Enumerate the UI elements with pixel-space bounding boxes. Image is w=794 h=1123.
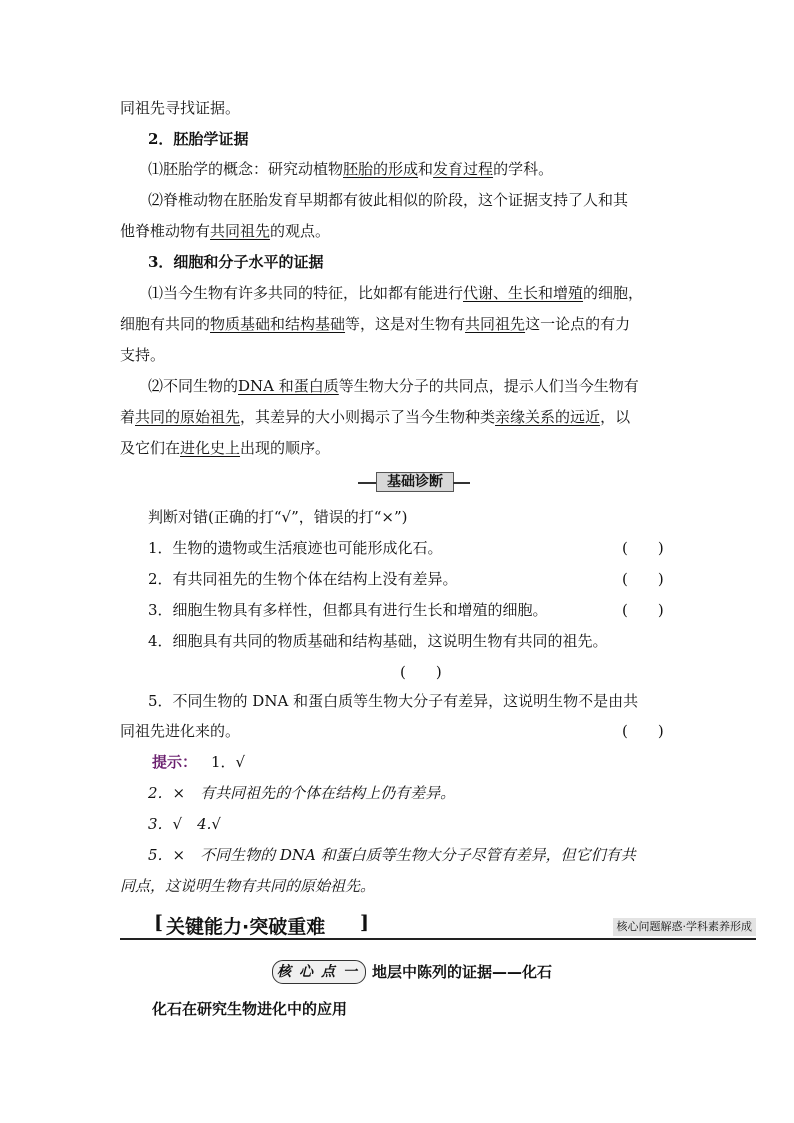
text: ⑴当今生物有许多共同的特征，比如都有能进行 (148, 284, 464, 302)
blank-answer: 物质基础和结构基础 (210, 315, 346, 333)
hint-label: 提示： (152, 753, 198, 771)
question-5-line-2: 同祖先进化来的。 (120, 722, 241, 740)
heading-embryology: 2．胚胎学证据 (148, 130, 249, 148)
hint-answer-3-4: 3．√ 4.√ (148, 815, 221, 833)
section-tag: 核心问题解惑·学科素养形成 (613, 918, 757, 936)
diagnosis-instruction: 判断对错(正确的打“√”，错误的打“×”) (148, 508, 408, 526)
text: 的学科。 (493, 160, 554, 178)
blank-answer: 共同祖先 (465, 315, 526, 333)
heading-cell-molecular: 3．细胞和分子水平的证据 (148, 253, 324, 271)
text: 等生物大分子的共同点，提示人们当今生物有 (338, 377, 639, 395)
question-4: 4．细胞具有共同的物质基础和结构基础，这说明生物有共同的祖先。 (148, 632, 608, 650)
text: 和 (418, 160, 434, 178)
blank-answer: 共同祖先 (210, 222, 271, 240)
bracket-open: [ (154, 912, 163, 934)
divider (358, 482, 376, 484)
blank-answer: 发育过程 (433, 160, 494, 178)
question-5-line-1: 5．不同生物的 DNA 和蛋白质等生物大分子有差异，这说明生物不是由共 (148, 692, 639, 710)
badge-char: 核 (277, 964, 291, 980)
hint-line-1 (152, 752, 245, 772)
text: ⑴胚胎学的概念：研究动植物 (148, 160, 344, 178)
answer-blank: ( ) (400, 663, 442, 681)
cell-item-1-line-3: 支持。 (120, 346, 166, 364)
text: ，其差异的大小则揭示了当今生物种类 (240, 408, 496, 426)
answer-blank: ( ) (622, 570, 664, 588)
hint-answer-5-line-2: 同点，这说明生物有共同的原始祖先。 (120, 877, 376, 895)
text: 这一论点的有力 (525, 315, 631, 333)
hint-answer-2: 2．× 有共同祖先的个体在结构上仍有差异。 (148, 784, 456, 802)
question-2: 2．有共同祖先的生物个体在结构上没有差异。 (148, 570, 458, 588)
subheading: 化石在研究生物进化中的应用 (152, 1000, 348, 1018)
answer-blank: ( ) (622, 539, 664, 557)
question-3: 3．细胞生物具有多样性，但都具有进行生长和增殖的细胞。 (148, 601, 548, 619)
text: 出现的顺序。 (240, 439, 331, 457)
diagnosis-banner (358, 472, 470, 492)
hint-answer-5-line-1: 5．× 不同生物的 DNA 和蛋白质等生物大分子尽管有差异，但它们有共 (148, 846, 636, 864)
text: 他脊椎动物有 (120, 222, 211, 240)
cell-item-1-line-2 (120, 314, 630, 334)
blank-answer: 代谢、生长和增殖 (463, 284, 584, 302)
section-header (120, 912, 756, 940)
text: ⑵不同生物的 (148, 377, 239, 395)
text: 的细胞， (583, 284, 644, 302)
embryo-item-1 (148, 159, 553, 179)
section-title: 关键能力·突破重难 (166, 916, 326, 938)
cell-item-1-line-1 (148, 283, 643, 303)
text: 着 (120, 408, 136, 426)
text: 的观点。 (270, 222, 331, 240)
core-point-badge (272, 960, 366, 984)
badge-char: 心 (299, 964, 313, 980)
blank-answer: 共同的原始祖先 (135, 408, 241, 426)
hint-answer: 1．√ (211, 753, 246, 771)
answer-blank: ( ) (622, 601, 664, 619)
text: 等，这是对生物有 (345, 315, 466, 333)
diagnosis-banner-label: 基础诊断 (376, 472, 454, 492)
blank-answer: DNA 和蛋白质 (238, 377, 339, 395)
text: 及它们在 (120, 439, 181, 457)
cell-item-2-line-3 (120, 438, 330, 458)
embryo-item-2-line-1: ⑵脊椎动物在胚胎发育早期都有彼此相似的阶段，这个证据支持了人和其 (148, 191, 629, 209)
badge-char: 点 (321, 964, 335, 980)
text: ，以 (600, 408, 631, 426)
blank-answer: 亲缘关系的远近 (495, 408, 601, 426)
blank-answer: 胚胎的形成 (343, 160, 419, 178)
cell-item-2-line-2 (120, 407, 630, 427)
cell-item-2-line-1 (148, 376, 639, 396)
divider (453, 482, 470, 484)
text: 细胞有共同的 (120, 315, 211, 333)
answer-blank: ( ) (622, 722, 664, 740)
paragraph-tail: 同祖先寻找证据。 (120, 99, 241, 117)
badge-char: 一 (343, 964, 357, 980)
blank-answer: 进化史上 (180, 439, 241, 457)
question-1: 1．生物的遗物或生活痕迹也可能形成化石。 (148, 539, 443, 557)
bracket-close: ] (360, 912, 369, 934)
embryo-item-2-line-2 (120, 221, 330, 241)
core-point-title: 地层中陈列的证据——化石 (372, 963, 553, 981)
